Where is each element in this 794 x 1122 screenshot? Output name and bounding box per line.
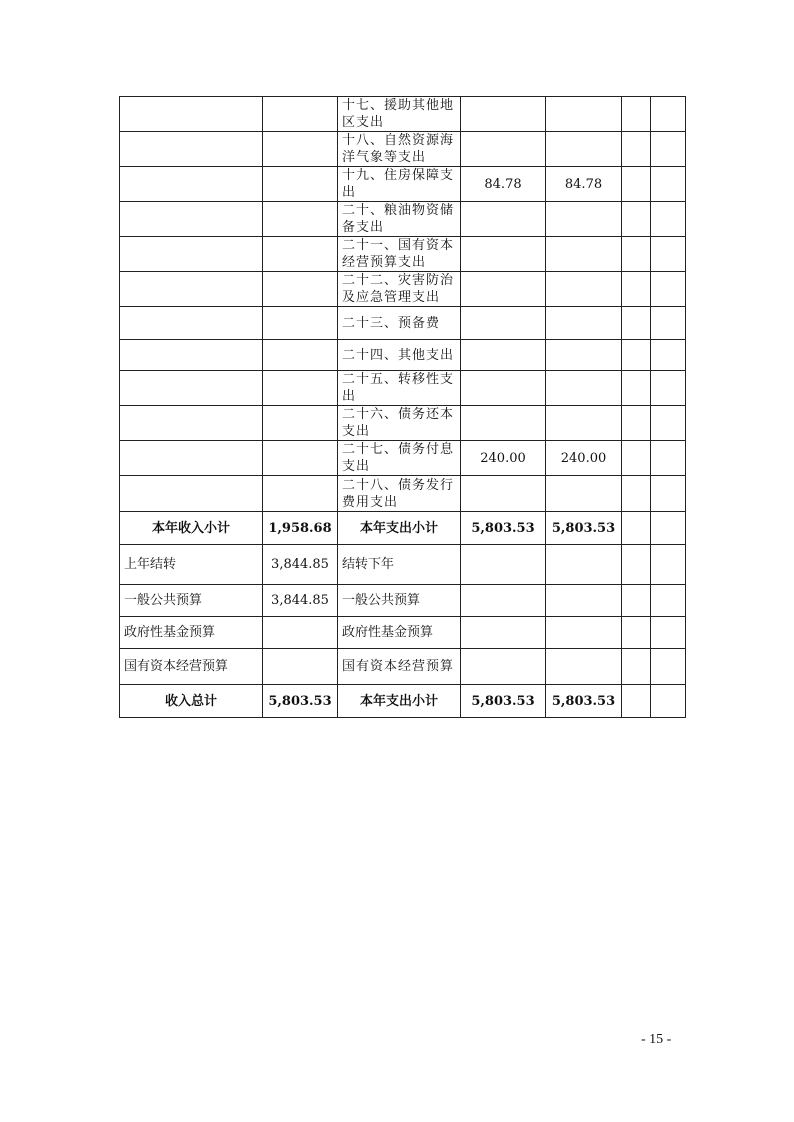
- empty-cell: [622, 202, 651, 237]
- income-item-cell: [120, 476, 263, 512]
- income-item-cell: [120, 272, 263, 307]
- income-total-label: 收入总计: [120, 685, 263, 718]
- empty-cell: [651, 545, 686, 585]
- income-item-cell: [120, 307, 263, 340]
- income-amount-cell: [263, 340, 338, 371]
- income-fund-budget-label: 政府性基金预算: [120, 617, 263, 649]
- expense-subtotal-label: 本年支出小计: [338, 512, 461, 545]
- empty-cell: [622, 97, 651, 132]
- empty-cell: [651, 441, 686, 476]
- empty-cell: [622, 512, 651, 545]
- sub-row-fund: [120, 617, 686, 649]
- empty-cell: [651, 272, 686, 307]
- expense-value-1: [461, 202, 546, 237]
- carryover-row: [120, 545, 686, 585]
- empty-cell: [622, 406, 651, 441]
- empty-cell: [622, 545, 651, 585]
- expense-row: [120, 202, 686, 237]
- expense-subtotal-value-2: 5,803.53: [546, 512, 622, 545]
- expense-value-2: [546, 132, 622, 167]
- empty-cell: [622, 585, 651, 617]
- income-item-cell: [120, 441, 263, 476]
- empty-cell: [651, 476, 686, 512]
- expense-item-label: 十七、援助其他地区支出: [338, 97, 461, 132]
- empty-cell: [651, 167, 686, 202]
- expense-subtotal-value-1: 5,803.53: [461, 512, 546, 545]
- summary-rows: [120, 512, 686, 718]
- empty-cell: [622, 371, 651, 406]
- expense-total-value-2: 5,803.53: [546, 685, 622, 718]
- empty-cell: [461, 585, 546, 617]
- expense-row: [120, 476, 686, 512]
- income-total-value: 5,803.53: [263, 685, 338, 718]
- expense-item-label: 二十、粮油物资储备支出: [338, 202, 461, 237]
- empty-cell: [651, 340, 686, 371]
- expense-row: [120, 167, 686, 202]
- expense-row: [120, 132, 686, 167]
- income-item-cell: [120, 132, 263, 167]
- expense-value-1: [461, 406, 546, 441]
- income-item-cell: [120, 202, 263, 237]
- empty-cell: [622, 272, 651, 307]
- expense-value-2: [546, 202, 622, 237]
- expense-item-label: 二十二、灾害防治及应急管理支出: [338, 272, 461, 307]
- expense-item-label: 二十一、国有资本经营预算支出: [338, 237, 461, 272]
- income-amount-cell: [263, 237, 338, 272]
- empty-cell: [461, 545, 546, 585]
- carryover-expense-label: 结转下年: [338, 545, 461, 585]
- expense-row: [120, 97, 686, 132]
- income-item-cell: [120, 167, 263, 202]
- carryover-income-label: 上年结转: [120, 545, 263, 585]
- expense-row: [120, 272, 686, 307]
- expense-row: [120, 307, 686, 340]
- expense-item-label: 二十八、债务发行费用支出: [338, 476, 461, 512]
- empty-cell: [651, 585, 686, 617]
- empty-cell: [622, 132, 651, 167]
- expense-value-2: [546, 237, 622, 272]
- income-state-capital-value: [263, 649, 338, 685]
- expense-value-1: [461, 371, 546, 406]
- empty-cell: [651, 649, 686, 685]
- empty-cell: [461, 649, 546, 685]
- income-amount-cell: [263, 476, 338, 512]
- expense-value-1: [461, 237, 546, 272]
- expense-row: [120, 237, 686, 272]
- expense-total-value-1: 5,803.53: [461, 685, 546, 718]
- total-row: [120, 685, 686, 718]
- empty-cell: [622, 649, 651, 685]
- expense-value-1: [461, 97, 546, 132]
- empty-cell: [651, 307, 686, 340]
- expense-value-2: 84.78: [546, 167, 622, 202]
- sub-row-state-capital: [120, 649, 686, 685]
- income-amount-cell: [263, 307, 338, 340]
- expense-value-1: [461, 307, 546, 340]
- expense-value-2: [546, 406, 622, 441]
- empty-cell: [622, 685, 651, 718]
- income-subtotal-value: 1,958.68: [263, 512, 338, 545]
- expense-value-2: 240.00: [546, 441, 622, 476]
- expense-value-1: [461, 340, 546, 371]
- empty-cell: [546, 617, 622, 649]
- carryover-income-value: 3,844.85: [263, 545, 338, 585]
- empty-cell: [651, 617, 686, 649]
- empty-cell: [622, 167, 651, 202]
- expense-value-1: [461, 476, 546, 512]
- empty-cell: [622, 307, 651, 340]
- empty-cell: [622, 441, 651, 476]
- expense-item-label: 二十七、债务付息支出: [338, 441, 461, 476]
- expense-total-label: 本年支出小计: [338, 685, 461, 718]
- empty-cell: [546, 585, 622, 617]
- expense-value-1: 240.00: [461, 441, 546, 476]
- empty-cell: [622, 476, 651, 512]
- expense-fund-budget-label: 政府性基金预算: [338, 617, 461, 649]
- income-amount-cell: [263, 97, 338, 132]
- expense-value-2: [546, 340, 622, 371]
- expense-value-1: 84.78: [461, 167, 546, 202]
- income-fund-budget-value: [263, 617, 338, 649]
- income-amount-cell: [263, 167, 338, 202]
- empty-cell: [546, 649, 622, 685]
- empty-cell: [651, 512, 686, 545]
- empty-cell: [461, 617, 546, 649]
- income-item-cell: [120, 371, 263, 406]
- income-amount-cell: [263, 406, 338, 441]
- income-state-capital-label: 国有资本经营预算: [120, 649, 263, 685]
- expense-row: [120, 406, 686, 441]
- page-number: - 15 -: [641, 1032, 672, 1047]
- income-subtotal-label: 本年收入小计: [120, 512, 263, 545]
- income-general-budget-label: 一般公共预算: [120, 585, 263, 617]
- empty-cell: [651, 406, 686, 441]
- expense-value-2: [546, 476, 622, 512]
- income-amount-cell: [263, 202, 338, 237]
- empty-cell: [651, 132, 686, 167]
- sub-row-general: [120, 585, 686, 617]
- expense-item-label: 二十四、其他支出: [338, 340, 461, 371]
- empty-cell: [546, 545, 622, 585]
- income-item-cell: [120, 237, 263, 272]
- expense-rows: [120, 97, 686, 512]
- expense-row: [120, 441, 686, 476]
- income-amount-cell: [263, 132, 338, 167]
- expense-item-label: 二十六、债务还本支出: [338, 406, 461, 441]
- expense-value-1: [461, 272, 546, 307]
- income-general-budget-value: 3,844.85: [263, 585, 338, 617]
- income-item-cell: [120, 340, 263, 371]
- empty-cell: [651, 97, 686, 132]
- expense-row: [120, 340, 686, 371]
- expense-value-2: [546, 371, 622, 406]
- income-item-cell: [120, 97, 263, 132]
- expense-value-2: [546, 97, 622, 132]
- expense-value-1: [461, 132, 546, 167]
- expense-state-capital-label: 国有资本经营预算: [338, 649, 461, 685]
- expense-general-budget-label: 一般公共预算: [338, 585, 461, 617]
- expense-item-label: 二十三、预备费: [338, 307, 461, 340]
- expense-row: [120, 371, 686, 406]
- expense-item-label: 十八、自然资源海洋气象等支出: [338, 132, 461, 167]
- expense-item-label: 十九、住房保障支出: [338, 167, 461, 202]
- empty-cell: [622, 617, 651, 649]
- expense-value-2: [546, 272, 622, 307]
- subtotal-row: [120, 512, 686, 545]
- income-amount-cell: [263, 272, 338, 307]
- income-item-cell: [120, 406, 263, 441]
- income-amount-cell: [263, 441, 338, 476]
- empty-cell: [622, 237, 651, 272]
- income-amount-cell: [263, 371, 338, 406]
- empty-cell: [651, 685, 686, 718]
- empty-cell: [651, 371, 686, 406]
- empty-cell: [651, 237, 686, 272]
- budget-table: [119, 96, 686, 718]
- expense-value-2: [546, 307, 622, 340]
- expense-item-label: 二十五、转移性支出: [338, 371, 461, 406]
- empty-cell: [622, 340, 651, 371]
- empty-cell: [651, 202, 686, 237]
